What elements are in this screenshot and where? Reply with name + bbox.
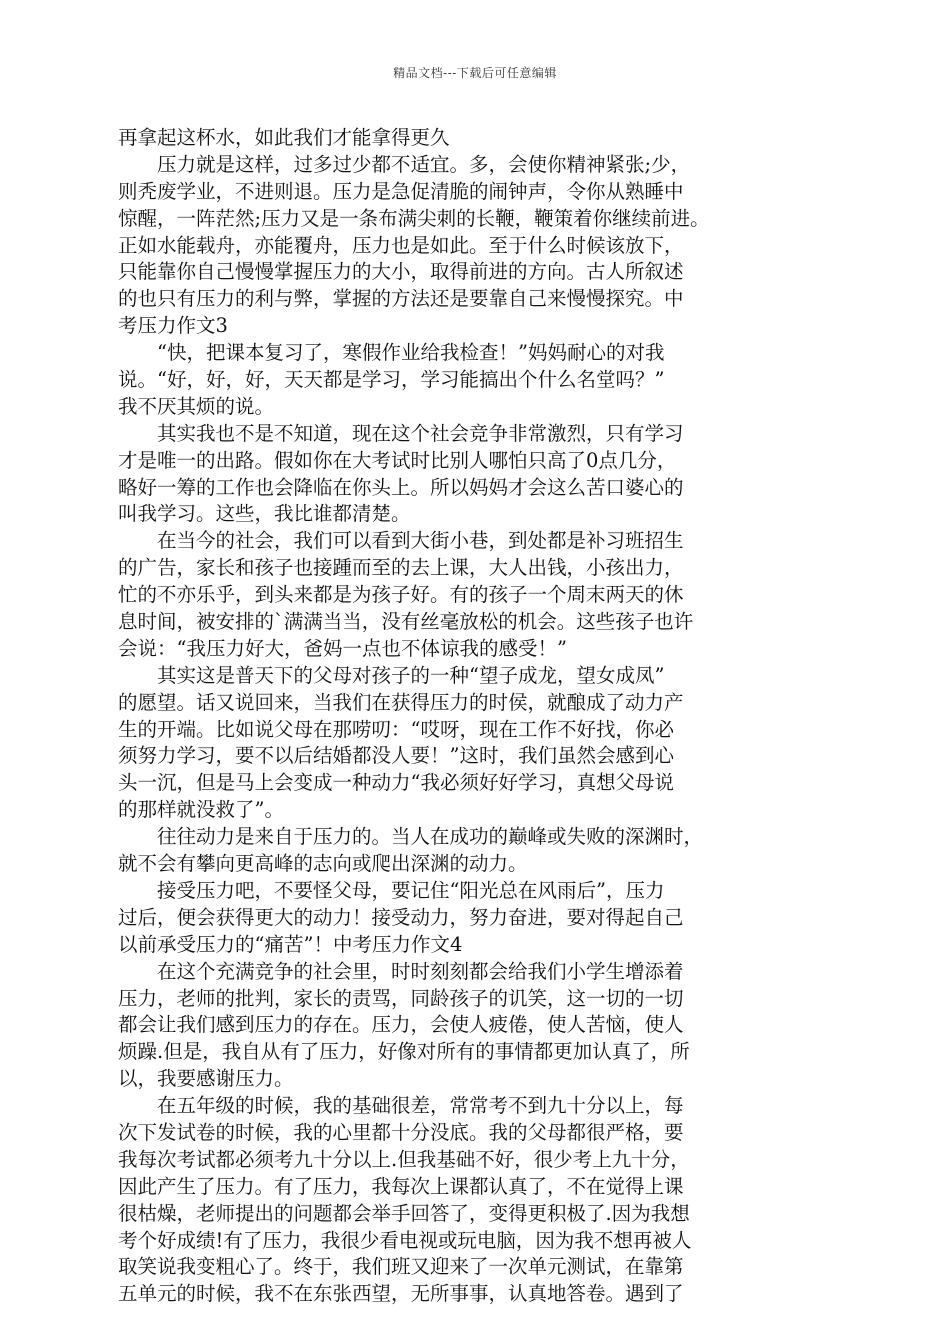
text-line: 压力，老师的批判，家长的责骂，同龄孩子的讥笑，这一切的一切 (118, 986, 684, 1010)
text-line: 我每次考试都必须考九十分以上.但我基础不好，很少考上九十分， (118, 1147, 690, 1171)
text-line: 会说：“我压力好大，爸妈一点也不体谅我的感受！” (118, 636, 567, 660)
text-line: 很枯燥，老师提出的问题都会举手回答了，变得更积极了.因为我想 (118, 1201, 690, 1225)
document-body (118, 125, 826, 1308)
text-line: 的广告，家长和孩子也接踵而至的去上课，大人出钱，小孩出力， (118, 556, 684, 580)
text-line: 取笑说我变粗心了。终于，我们班又迎来了一次单元测试，在靠第 (118, 1255, 684, 1279)
text-line: 的那样就没救了”。 (118, 798, 284, 822)
text-line: 忙的不亦乐乎，到头来都是为孩子好。有的孩子一个周末两天的休 (118, 583, 684, 607)
text-line: 接受压力吧，不要怪父母，要记住“阳光总在风雨后”，压力 (118, 878, 665, 902)
text-line: 都会让我们感到压力的存在。压力，会使人疲倦，使人苦恼，使人 (118, 1013, 684, 1037)
text-line: 以前承受压力的“痛苦”！中考压力作文4 (118, 932, 463, 956)
text-line: 则秃废学业，不进则退。压力是急促清脆的闹钟声，令你从熟睡中 (118, 179, 684, 203)
text-line: 压力就是这样，过多过少都不适宜。多，会使你精神紧张;少， (118, 152, 691, 176)
text-line: 在这个充满竞争的社会里，时时刻刻都会给我们小学生增添着 (118, 959, 684, 983)
text-line: 叫我学习。这些，我比谁都清楚。 (118, 502, 411, 526)
text-line: 惊醒，一阵茫然;压力又是一条布满尖刺的长鞭，鞭策着你继续前进。 (118, 206, 710, 230)
text-line: 须努力学习，要不以后结婚都没人要！”这时，我们虽然会感到心 (118, 744, 674, 768)
text-line: 次下发试卷的时候，我的心里都十分没底。我的父母都很严格，要 (118, 1120, 684, 1144)
text-line: 我不厌其烦的说。 (118, 394, 275, 418)
text-line: 再拿起这杯水，如此我们才能拿得更久 (118, 126, 450, 149)
text-line: “快，把课本复习了，寒假作业给我检查！”妈妈耐心的对我 (118, 341, 665, 365)
text-line: 过后，便会获得更大的动力！接受动力，努力奋进，要对得起自己 (118, 905, 684, 929)
page-header: 精品文档---下载后可任意编辑 (393, 66, 557, 80)
text-line: 往往动力是来自于压力的。当人在成功的巅峰或失败的深渊时， (118, 825, 704, 849)
text-line: 头一沉，但是马上会变成一种动力“我必须好好学习，真想父母说 (118, 771, 674, 795)
text-line: 其实这是普天下的父母对孩子的一种“望子成龙，望女成凤” (118, 663, 665, 687)
text-line: 才是唯一的出路。假如你在大考试时比别人哪怕只高了0点几分， (118, 448, 677, 472)
text-line: 生的开端。比如说父母在那唠叨：“哎呀，现在工作不好找，你必 (118, 717, 674, 741)
text-line: 在当今的社会，我们可以看到大街小巷，到处都是补习班招生 (118, 529, 684, 553)
text-line: 略好一筹的工作也会降临在你头上。所以妈妈才会这么苦口婆心的 (118, 475, 684, 499)
text-line: 的愿望。话又说回来，当我们在获得压力的时侯，就酿成了动力产 (118, 690, 684, 714)
text-line: 五单元的时候，我不在东张西望，无所事事，认真地答卷。遇到了 (118, 1282, 684, 1306)
text-line: 的也只有压力的利与弊，掌握的方法还是要靠自己来慢慢探究。中 (118, 287, 684, 311)
text-line: 其实我也不是不知道，现在这个社会竞争非常激烈，只有学习 (118, 421, 684, 445)
text-line: 息时间，被安排的`满满当当，没有丝毫放松的机会。这些孩子也许 (118, 610, 694, 634)
text-line: 以，我要感谢压力。 (118, 1067, 294, 1091)
text-line: 考压力作文3 (118, 314, 228, 338)
text-line: 烦躁.但是，我自从有了压力，好像对所有的事情都更加认真了，所 (118, 1040, 690, 1064)
text-line: 因此产生了压力。有了压力，我每次上课都认真了，不在觉得上课 (118, 1174, 684, 1198)
text-line: 说。“好，好，好，天天都是学习，学习能搞出个什么名堂吗？” (118, 368, 665, 392)
text-line: 在五年级的时候，我的基础很差，常常考不到九十分以上，每 (118, 1094, 684, 1118)
text-line: 正如水能载舟，亦能覆舟，压力也是如此。至于什么时候该放下， (118, 233, 684, 257)
text-line: 就不会有攀向更高峰的志向或爬出深渊的动力。 (118, 852, 528, 876)
text-line: 只能靠你自己慢慢掌握压力的大小，取得前进的方向。古人所叙述 (118, 260, 684, 284)
text-line: 考个好成绩!有了压力，我很少看电视或玩电脑，因为我不想再被人 (118, 1228, 692, 1252)
